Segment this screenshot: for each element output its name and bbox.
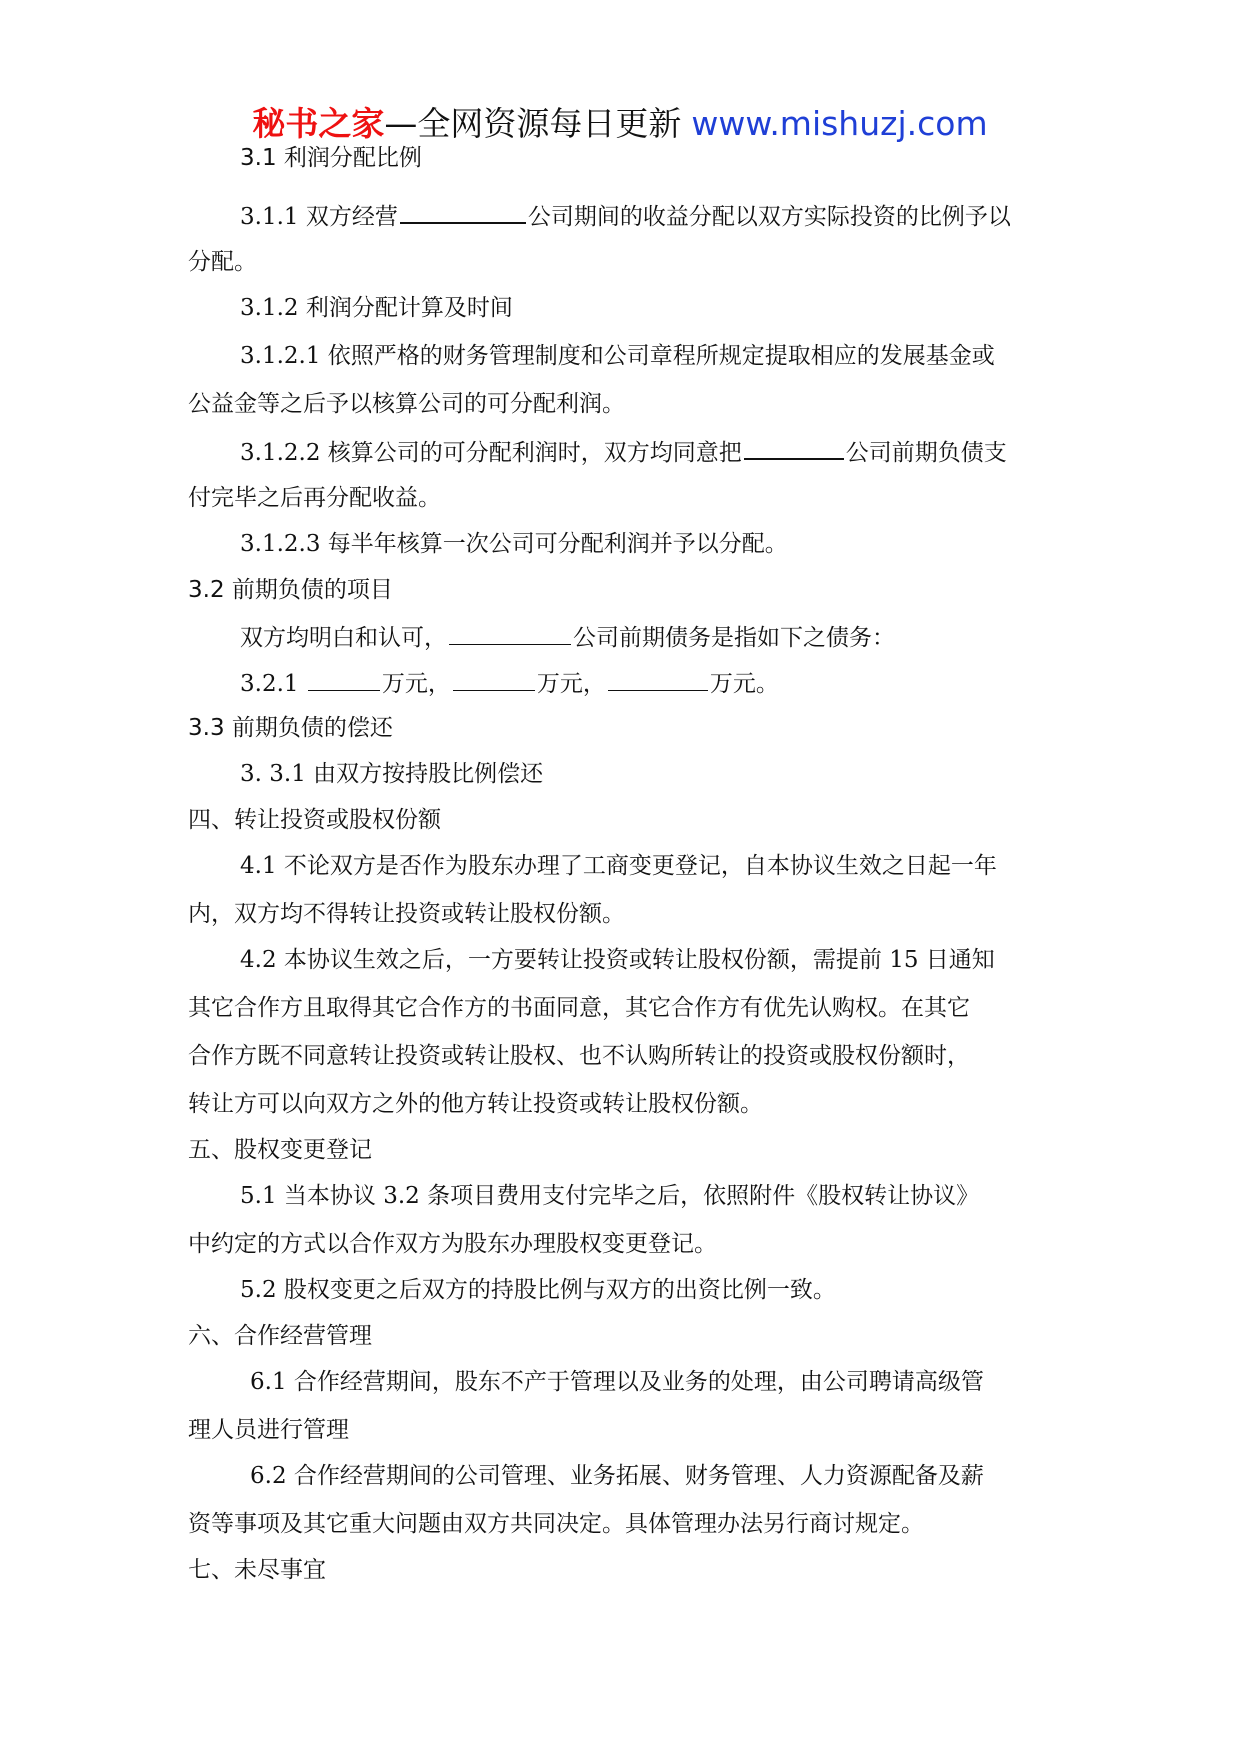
clause-6-1-line2: 理人员进行管理 bbox=[188, 1417, 349, 1443]
blank-field-company-name[interactable] bbox=[400, 196, 526, 224]
clause-3-1-2-1-line2: 公益金等之后予以核算公司的可分配利润。 bbox=[188, 391, 625, 417]
clause-5-1-line1: 5.1 当本协议 3.2 条项目费用支付完毕之后，依照附件《股权转让协议》 bbox=[240, 1183, 980, 1209]
clause-3-1-2-3: 3.1.2.3 每半年核算一次公司可分配利润并予以分配。 bbox=[240, 531, 788, 557]
clause-3-2-intro bbox=[240, 618, 895, 654]
clause-3-1-1 bbox=[240, 196, 1011, 232]
clause-3-2-1-number: 3.2.1 bbox=[240, 671, 306, 697]
clause-6-2-line2: 资等事项及其它重大问题由双方共同决定。具体管理办法另行商讨规定。 bbox=[188, 1511, 924, 1537]
clause-5-1-line2: 中约定的方式以合作双方为股东办理股权变更登记。 bbox=[188, 1231, 717, 1257]
unit-label-1: 万元， bbox=[381, 671, 451, 697]
blank-field-amount-3[interactable] bbox=[608, 664, 708, 691]
blank-field-amount-1[interactable] bbox=[308, 664, 380, 691]
clause-4-2-line3: 合作方既不同意转让投资或转让股权、也不认购所转让的投资或股权份额时， bbox=[188, 1043, 970, 1069]
section-7-heading: 七、未尽事宜 bbox=[188, 1557, 326, 1583]
header-slogan: —全网资源每日更新 bbox=[384, 104, 682, 143]
section-6-heading: 六、合作经营管理 bbox=[188, 1323, 372, 1349]
header-banner bbox=[0, 98, 1240, 150]
clause-5-2: 5.2 股权变更之后双方的持股比例与双方的出资比例一致。 bbox=[240, 1277, 836, 1303]
clause-3-1-1-prefix: 3.1.1 双方经营 bbox=[240, 204, 398, 230]
section-5-heading: 五、股权变更登记 bbox=[188, 1137, 372, 1163]
clause-3-1-2-2-prefix: 3.1.2.2 核算公司的可分配利润时，双方均同意把 bbox=[240, 440, 742, 466]
blank-field-amount-2[interactable] bbox=[453, 664, 535, 691]
clause-3-1-2-1-line1: 3.1.2.1 依照严格的财务管理制度和公司章程所规定提取相应的发展基金或 bbox=[240, 343, 995, 369]
clause-3-2-intro-suffix: 公司前期债务是指如下之债务： bbox=[573, 625, 895, 651]
clause-6-1-line1: 6.1 合作经营期间，股东不产于管理以及业务的处理，由公司聘请高级管 bbox=[250, 1369, 984, 1395]
unit-label-3: 万元。 bbox=[709, 671, 779, 697]
section-3-1-2-heading: 3.1.2 利润分配计算及时间 bbox=[240, 295, 513, 321]
clause-3-1-1-continued: 分配。 bbox=[188, 249, 257, 275]
clause-3-1-2-2-continued: 付完毕之后再分配收益。 bbox=[188, 485, 441, 511]
unit-label-2: 万元， bbox=[536, 671, 606, 697]
section-4-heading: 四、转让投资或股权份额 bbox=[188, 807, 441, 833]
section-3-3-heading: 3.3 前期负债的偿还 bbox=[188, 715, 393, 741]
brand-name: 秘书之家 bbox=[252, 104, 385, 143]
clause-3-1-1-suffix: 公司期间的收益分配以双方实际投资的比例予以 bbox=[527, 204, 1011, 230]
clause-4-2-line2: 其它合作方且取得其它合作方的书面同意，其它合作方有优先认购权。在其它 bbox=[188, 995, 970, 1021]
header-url-link[interactable]: www.mishuzj.com bbox=[691, 104, 988, 143]
blank-field-company-name-3[interactable] bbox=[449, 618, 571, 645]
clause-3-3-1: 3. 3.1 由双方按持股比例偿还 bbox=[240, 761, 544, 787]
blank-field-company-name-2[interactable] bbox=[744, 432, 844, 460]
clause-4-1-line2: 内，双方均不得转让投资或转让股权份额。 bbox=[188, 901, 625, 927]
section-3-1-heading: 3.1 利润分配比例 bbox=[240, 145, 422, 171]
clause-4-2-line4: 转让方可以向双方之外的他方转让投资或转让股权份额。 bbox=[188, 1091, 763, 1117]
clause-3-2-1 bbox=[240, 664, 779, 700]
clause-3-1-2-2 bbox=[240, 432, 1007, 468]
clause-6-2-line1: 6.2 合作经营期间的公司管理、业务拓展、财务管理、人力资源配备及薪 bbox=[250, 1463, 984, 1489]
clause-3-1-2-2-suffix: 公司前期负债支 bbox=[845, 440, 1007, 466]
section-3-2-heading: 3.2 前期负债的项目 bbox=[188, 577, 393, 603]
clause-3-2-intro-prefix: 双方均明白和认可， bbox=[240, 625, 447, 651]
clause-4-1-line1: 4.1 不论双方是否作为股东办理了工商变更登记，自本协议生效之日起一年 bbox=[240, 853, 997, 879]
clause-4-2-line1: 4.2 本协议生效之后，一方要转让投资或转让股权份额，需提前 15 日通知 bbox=[240, 947, 995, 973]
